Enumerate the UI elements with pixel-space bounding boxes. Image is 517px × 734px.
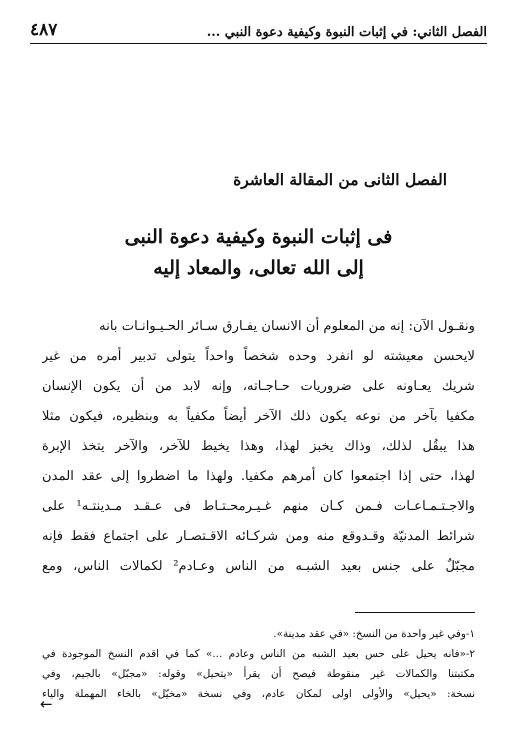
footnote-line: ٢-«فانه يحيل على حس بعيد الشبه من الناس وعادم ...» كما في اقدم النسخ الموجودة في xyxy=(42,648,475,660)
footnote-rule xyxy=(355,612,475,613)
continue-arrow-icon: ← xyxy=(40,695,53,713)
footnote-line: مكتبتنا والكمالات غير منقوطة فيصح أن يقرأ «يتحيل» وقوله: «مجبّل» بالجيم، وفي xyxy=(42,668,475,680)
chapter-title-line: إلى الله تعالى، والمعاد إليه xyxy=(153,257,364,279)
footnotes xyxy=(42,624,475,704)
body-line: شريك يعـاونه على ضروريات حـاجـاته، وإنه لابد من أن يكون الإنسان xyxy=(42,379,475,394)
section-label: الفصل الثانى من المقالة العاشرة xyxy=(233,170,447,189)
page-number: ٤٨٧ xyxy=(30,20,58,40)
body-line: والاجـتـمـاعـات فـمن كـان منهم غـيـرمحـتـاط فى عـقـد مـدينتـه¹ على xyxy=(42,499,475,514)
body-line: هذا يبقُل لذلك، وذاك يخبز لهذا، وهذا يخيط للآخر، والآخر يتخذ الإبرة xyxy=(42,439,475,454)
footnote-line: نسخة: «يحيل» والأولى اولى لمكان عادم، وفي نسخة «مخيّل» بالخاء المهملة والياء xyxy=(42,688,475,700)
body-line: مكفيا بآخر من نوعه يكون ذلك الآخر أيضاً مكفياً به وبنظيره، فيكون مثلا xyxy=(42,409,475,424)
page-header xyxy=(30,18,487,40)
body-line: لهذا، حتى إذا اجتمعوا كان أمرهم مكفيا. ولهذا ما اضطروا إلى عقد المدن xyxy=(42,469,475,484)
chapter-title-line: فى إثبات النبوة وكيفية دعوة النبى xyxy=(124,226,393,248)
body-line: شرائط المدنيّة وقـدوقع منه ومن شركـائه الاقـتصـار على اجتماع فقط فإنه xyxy=(42,529,475,544)
running-title: الفصل الثاني: في إثبات النبوة وكيفية دعوة النبي ... xyxy=(206,25,487,40)
header-rule xyxy=(30,43,487,44)
body-text xyxy=(42,312,475,582)
body-line: مجبّلٌ على جنس بعيد الشبـه من الناس وعـادم² لكمالات الناس، ومع xyxy=(42,559,475,574)
body-line: ونقـول الآن: إنه من المعلوم أن الانسان يفـارق سـائر الحـيـوانـات بانه xyxy=(99,319,475,334)
body-line: لايحسن معيشته لو انفرد وحده شخصاً واحداً يتولى تدبير أمره من غير xyxy=(42,349,475,364)
footnote-line: ١-وفي غير واحدة من النسخ: «في عقد مدينة». xyxy=(273,628,475,640)
chapter-title xyxy=(60,222,457,284)
